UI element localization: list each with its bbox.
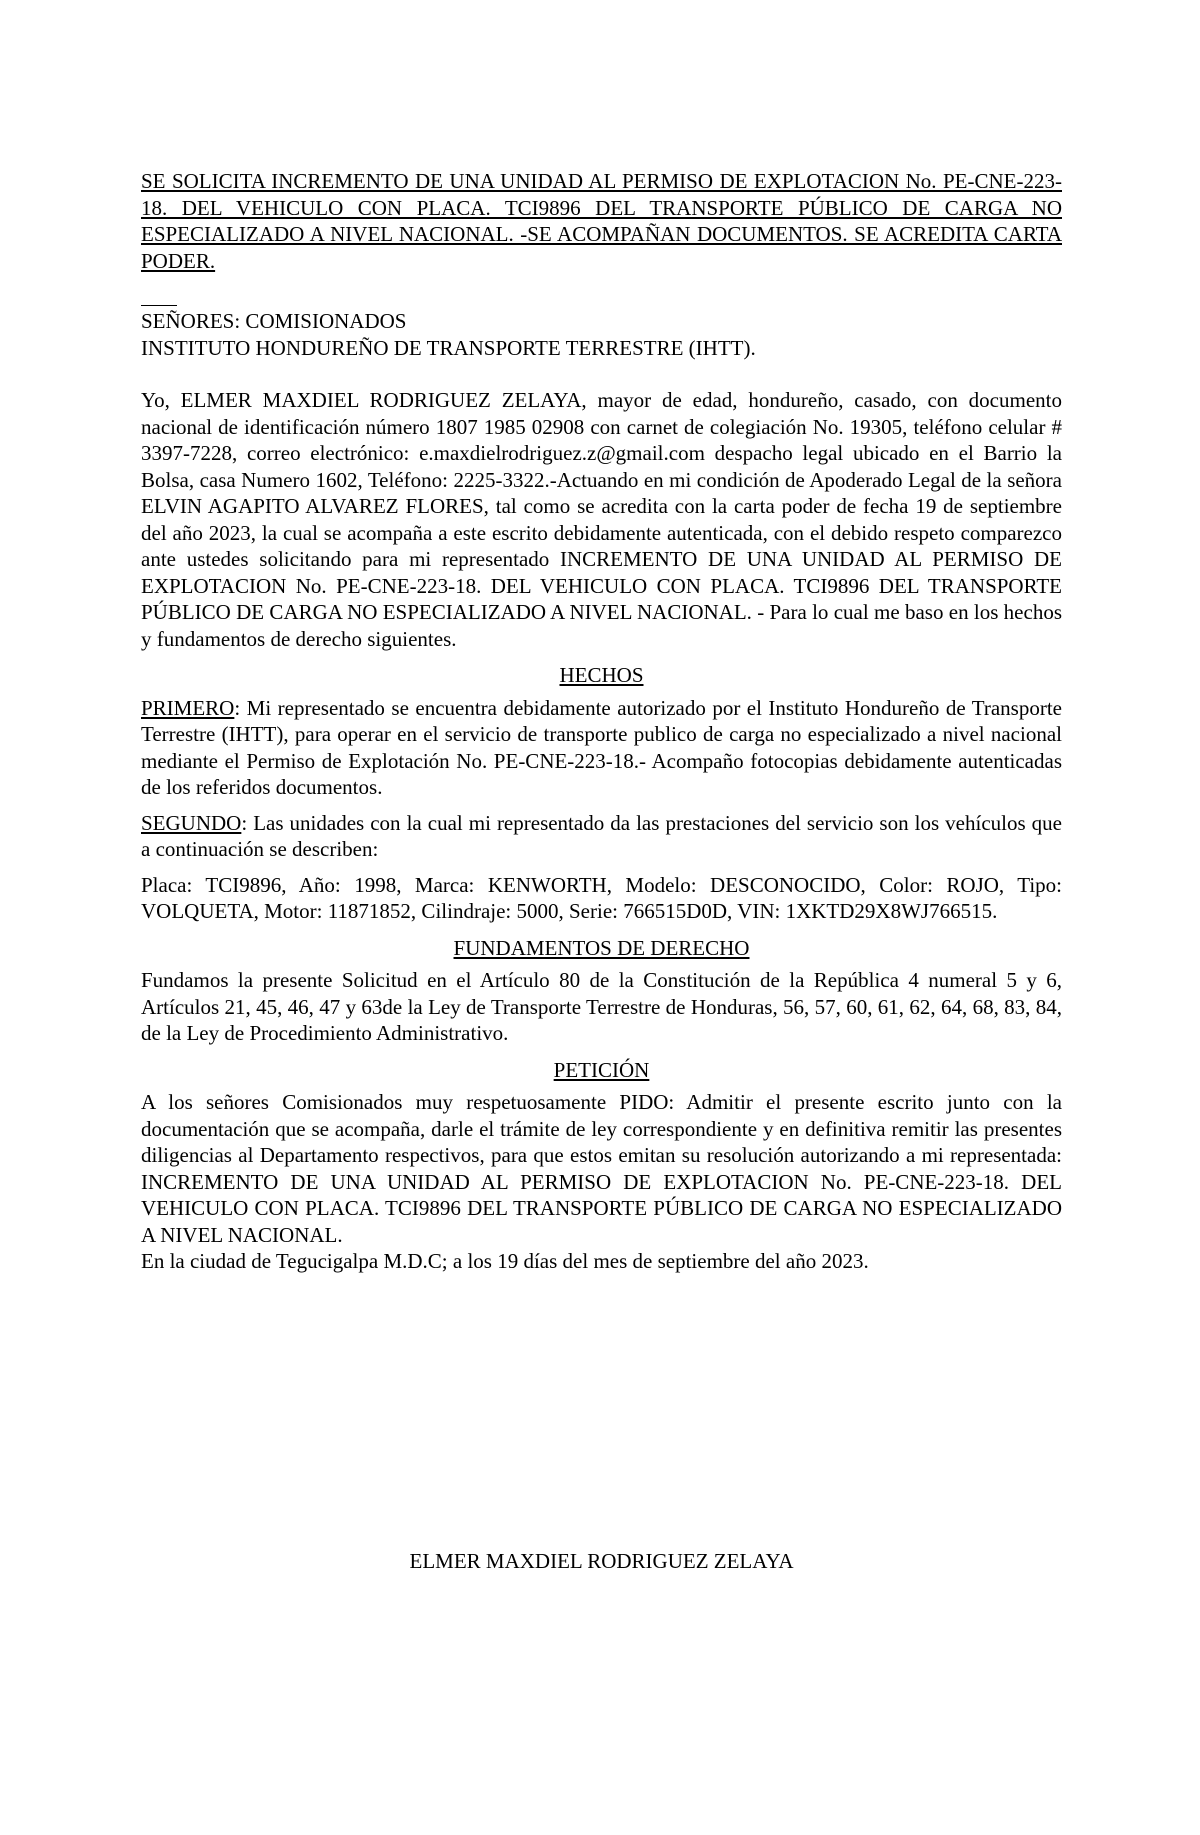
segundo-label: SEGUNDO [141,810,242,835]
addressee-block [141,308,1062,361]
primero-paragraph [141,695,1062,801]
short-divider-line [141,305,177,306]
peticion-paragraph: A los señores Comisionados muy respetuosamente PIDO: Admitir el presente escrito junto con la documentación que se acompaña, darle el trámite de ley correspondiente y en definitiva remitir las presentes diligencias al Departamento respectivos, para que estos emitan su resolución autorizando a mi representada: INCREMENTO DE UNA UNIDAD AL PERMISO DE EXPLOTACION No. PE-CNE-223-18. DEL VEHICULO CON PLACA. TCI9896 DEL TRANSPORTE PÚBLICO DE CARGA NO ESPECIALIZADO A NIVEL NACIONAL. [141,1090,1062,1247]
place-date-line: En la ciudad de Tegucigalpa M.D.C; a los 19 días del mes de septiembre del año 2023. [141,1249,869,1273]
segundo-text: : Las unidades con la cual mi representado da las prestaciones del servicio son los vehículos que a continuación se describen: [141,810,1062,861]
addressee-line-1: SEÑORES: COMISIONADOS [141,309,407,333]
vehicle-description: Placa: TCI9896, Año: 1998, Marca: KENWORTH, Modelo: DESCONOCIDO, Color: ROJO, Tipo: VOLQUETA, Motor: 11871852, Cilindraje: 5000, Serie: 766515D0D, VIN: 1XKTD29X8WJ766515. [141,872,1062,923]
primero-text: : Mi representado se encuentra debidamente autorizado por el Instituto Hondureño de Transporte Terrestre (IHTT), para operar en el servicio de transporte publico de carga no especializado a nivel nacional mediante el Permiso de Explotación No. PE-CNE-223-18.- Acompaño fotocopias debidamente autenticadas de los referidos documentos. [141,695,1062,799]
subject-heading: SE SOLICITA INCREMENTO DE UNA UNIDAD AL PERMISO DE EXPLOTACION No. PE-CNE-223-18. DEL VEHICULO CON PLACA. TCI9896 DEL TRANSPORTE PÚBLICO DE CARGA NO ESPECIALIZADO A NIVEL NACIONAL. -SE ACOMPAÑAN DOCUMENTOS. SE ACREDITA CARTA PODER. [141,169,1062,273]
peticion-heading: PETICIÓN [553,1057,650,1082]
signature-name: ELMER MAXDIEL RODRIGUEZ ZELAYA [409,1549,794,1573]
fundamentos-paragraph: Fundamos la presente Solicitud en el Artículo 80 de la Constitución de la República 4 numeral 5 y 6, Artículos 21, 45, 46, 47 y 63de la Ley de Transporte Terrestre de Honduras, 56, 57, 60, 61, 62, 64, 68, 83, 84, de la Ley de Procedimiento Administrativo. [141,968,1062,1045]
document-body [141,168,1062,1275]
hechos-heading: HECHOS [559,663,644,687]
fundamentos-heading: FUNDAMENTOS DE DERECHO [453,935,750,960]
segundo-paragraph [141,810,1062,863]
primero-label: PRIMERO [141,695,235,720]
addressee-line-2: INSTITUTO HONDUREÑO DE TRANSPORTE TERRESTRE (IHTT). [141,335,756,360]
intro-paragraph: Yo, ELMER MAXDIEL RODRIGUEZ ZELAYA, mayor de edad, hondureño, casado, con documento nacional de identificación número 1807 1985 02908 con carnet de colegiación No. 19305, teléfono celular # 3397-7228, correo electrónico: e.maxdielrodriguez.z@gmail.com despacho legal ubicado en el Barrio la Bolsa, casa Numero 1602, Teléfono: 2225-3322.-Actuando en mi condición de Apoderado Legal de la señora ELVIN AGAPITO ALVAREZ FLORES, tal como se acredita con la carta poder de fecha 19 de septiembre del año 2023, la cual se acompaña a este escrito debidamente autenticada, con el debido respeto comparezco ante ustedes solicitando para mi representado INCREMENTO DE UNA UNIDAD AL PERMISO DE EXPLOTACION No. PE-CNE-223-18. DEL VEHICULO CON PLACA. TCI9896 DEL TRANSPORTE PÚBLICO DE CARGA NO ESPECIALIZADO A NIVEL NACIONAL. - Para lo cual me baso en los hechos y fundamentos de derecho siguientes. [141,388,1062,651]
